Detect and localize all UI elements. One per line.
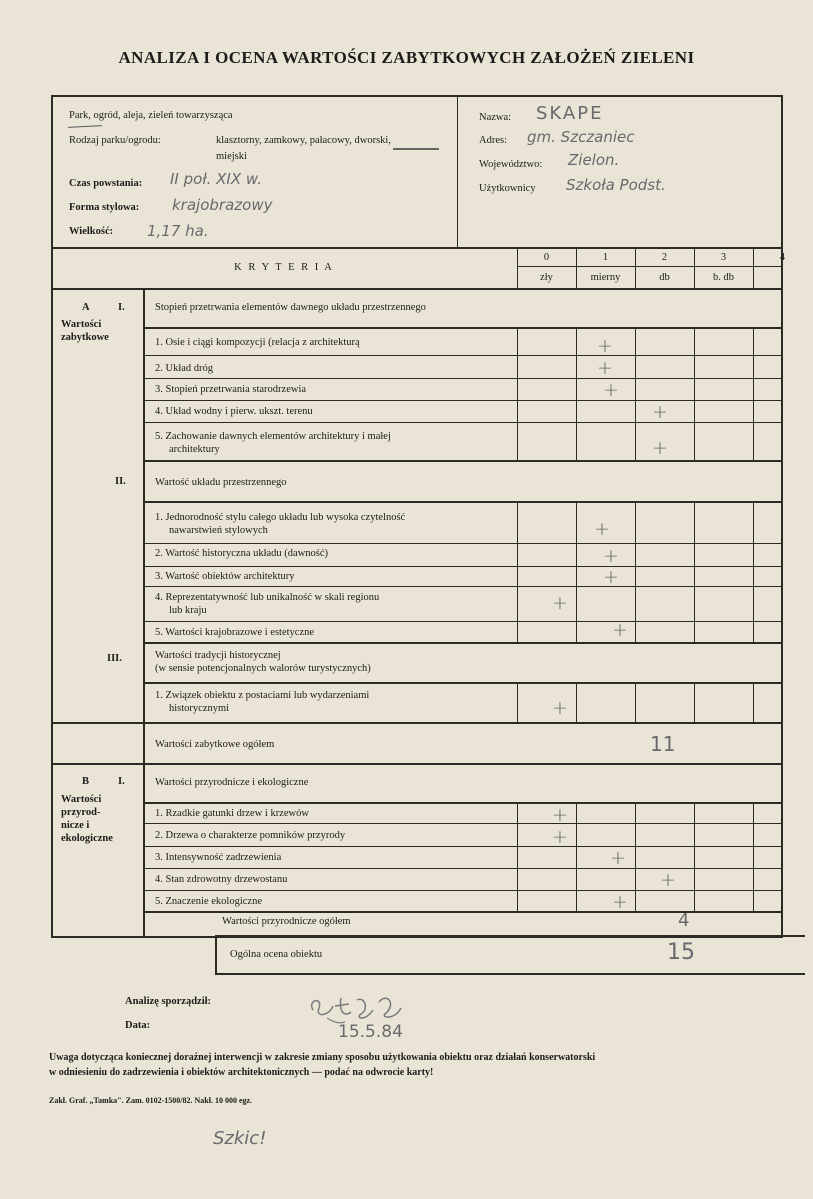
- uwaga-line-1: Uwaga dotycząca koniecznej doraźnej interwencji w zakresie zmiany sposobu użytkowania obiektu oraz działań konserwatorski: [49, 1052, 596, 1063]
- col-line: [694, 501, 695, 642]
- header-divider: [457, 97, 458, 248]
- col-line: [517, 802, 518, 911]
- section-b-name-2: przyrod-: [61, 807, 101, 818]
- data-label: Data:: [125, 1020, 151, 1031]
- a-total-label: Wartości zabytkowe ogółem: [155, 739, 275, 750]
- col-line: [576, 682, 577, 722]
- a1-row-1: 1. Osie i ciągi kompozycji (relacja z architekturą: [155, 337, 360, 348]
- mark-a2-2: +: [603, 545, 619, 567]
- score-0-num: 0: [543, 252, 550, 263]
- col-line: [635, 501, 636, 642]
- a2-row-3: 3. Wartość obiektów architektury: [155, 571, 295, 582]
- section-a-name-1: Wartości: [61, 319, 102, 330]
- a2-heading: Wartość układu przestrzennego: [155, 477, 287, 488]
- a3-heading-b: (w sensie potencjonalnych walorów turystycznych): [155, 663, 371, 674]
- a3-row-1b: historycznymi: [169, 703, 230, 714]
- row-line: [143, 642, 783, 644]
- mark-b1-1: +: [552, 804, 568, 826]
- col-line: [694, 802, 695, 911]
- uzytkownicy-label: Użytkownicy: [479, 183, 536, 194]
- section-column-divider: [143, 289, 145, 937]
- analize-label: Analizę sporządził:: [125, 996, 212, 1007]
- mark-a3-1: +: [552, 697, 568, 719]
- forma-value: krajobrazowy: [172, 196, 273, 214]
- score-3-label: b. db: [713, 272, 734, 283]
- row-line: [143, 543, 783, 544]
- b-total-label: Wartości przyrodnicze ogółem: [222, 916, 351, 927]
- row-line: [143, 378, 783, 379]
- row-line: [143, 868, 783, 869]
- section-b-letter: B: [82, 776, 90, 787]
- col-line: [635, 682, 636, 722]
- b1-row-2: 2. Drzewa o charakterze pomników przyrody: [155, 830, 346, 841]
- mark-b1-3: +: [610, 847, 626, 869]
- col-line: [635, 802, 636, 911]
- col-line: [576, 802, 577, 911]
- col-line: [517, 327, 518, 460]
- printer-info: Zakł. Graf. „Tamka". Zam. 0102-1500/82. Nakł. 10 000 egz.: [49, 1096, 253, 1105]
- kryteria-heading: K R Y T E R I A: [234, 262, 334, 273]
- b1-heading: Wartości przyrodnicze i ekologiczne: [155, 777, 309, 788]
- col-line: [517, 682, 518, 722]
- section-a-roman: I.: [118, 302, 125, 313]
- mark-b1-2: +: [552, 826, 568, 848]
- row-line: [143, 355, 783, 356]
- mark-a2-1: +: [594, 518, 610, 540]
- b1-row-3: 3. Intensywność zadrzewienia: [155, 852, 282, 863]
- row-line: [143, 586, 783, 587]
- col-line: [753, 501, 754, 642]
- a1-row-3: 3. Stopień przetrwania starodrzewia: [155, 384, 307, 395]
- adres-value: gm. Szczaniec: [527, 128, 635, 146]
- col-line: [753, 682, 754, 722]
- mark-a1-2: +: [597, 357, 613, 379]
- col-line: [753, 249, 754, 289]
- overall-value: 15: [667, 940, 695, 965]
- nazwa-value: SKAPE: [536, 103, 604, 124]
- row-line: [143, 890, 783, 891]
- col-line: [694, 327, 695, 460]
- score-header-bottom: [51, 288, 783, 290]
- b1-row-4: 4. Stan zdrowotny drzewostanu: [155, 874, 288, 885]
- rodzaj-options-2: miejski: [216, 151, 247, 162]
- score-1-label: mierny: [590, 272, 621, 283]
- mark-b1-4: +: [660, 869, 676, 891]
- wielkosc-label: Wielkość:: [69, 226, 114, 237]
- col-line: [576, 249, 577, 289]
- sketch-note: Szkic!: [213, 1128, 267, 1149]
- mark-a2-5: +: [612, 619, 628, 641]
- row-line: [143, 422, 783, 423]
- nazwa-label: Nazwa:: [479, 112, 512, 123]
- row-line: [143, 802, 783, 804]
- czas-value: II poł. XIX w.: [170, 170, 262, 188]
- a2-row-2: 2. Wartość historyczna układu (dawność): [155, 548, 329, 559]
- forma-label: Forma stylowa:: [69, 202, 140, 213]
- rodzaj-label: Rodzaj parku/ogrodu:: [69, 135, 161, 146]
- col-line: [576, 501, 577, 642]
- section-b-name-1: Wartości: [61, 794, 102, 805]
- a2-row-1a: 1. Jednorodność stylu całego układu lub wysoka czytelność: [155, 512, 406, 523]
- row-line: [143, 846, 783, 847]
- a3-heading-a: Wartości tradycji historycznej: [155, 650, 281, 661]
- section-b-roman: I.: [118, 776, 125, 787]
- row-line: [143, 400, 783, 401]
- section-a-name-2: zabytkowe: [61, 332, 109, 343]
- rodzaj-options: klasztorny, zamkowy, pałacowy, dworski,: [216, 135, 391, 146]
- czas-label: Czas powstania:: [69, 178, 143, 189]
- park-line: Park, ogród, aleja, zieleń towarzysząca: [69, 110, 233, 121]
- a2-row-1b: nawarstwień stylowych: [169, 525, 268, 536]
- col-line: [753, 327, 754, 460]
- overall-label: Ogólna ocena obiektu: [230, 949, 323, 960]
- wojewodztwo-label: Województwo:: [479, 159, 543, 170]
- row-line: [143, 327, 783, 329]
- a-total-value: 11: [650, 732, 676, 756]
- mark-a2-3: +: [603, 566, 619, 588]
- score-2-num: 2: [661, 252, 668, 263]
- section-a-iii: III.: [107, 653, 122, 664]
- row-line: [143, 501, 783, 503]
- section-a-bottom: [51, 763, 783, 765]
- col-line: [753, 802, 754, 911]
- data-value: 15.5.84: [338, 1022, 403, 1042]
- mark-b1-5: +: [612, 891, 628, 913]
- a1-row-5a: 5. Zachowanie dawnych elementów architektury i małej: [155, 431, 391, 442]
- dworski-underline: [393, 148, 439, 150]
- col-line: [635, 327, 636, 460]
- section-a-ii: II.: [115, 476, 126, 487]
- adres-label: Adres:: [479, 135, 507, 146]
- score-2-label: db: [659, 272, 670, 283]
- score-header-divider: [517, 266, 783, 267]
- wielkosc-value: 1,17 ha.: [147, 222, 209, 240]
- uzytkownicy-value: Szkoła Podst.: [566, 176, 666, 194]
- section-b-name-4: ekologiczne: [61, 833, 113, 844]
- score-1-num: 1: [602, 252, 609, 263]
- col-line: [517, 501, 518, 642]
- row-line: [143, 621, 783, 622]
- section-a-letter: A: [82, 302, 90, 313]
- a2-row-4b: lub kraju: [169, 605, 207, 616]
- col-line: [694, 682, 695, 722]
- row-line: [143, 566, 783, 567]
- score-0-label: zły: [540, 272, 553, 283]
- a1-row-5b: architektury: [169, 444, 220, 455]
- mark-a1-3: +: [603, 379, 619, 401]
- uwaga-line-2: w odniesieniu do zadrzewienia i obiektów architektonicznych — podać na odwrocie karty!: [49, 1067, 434, 1078]
- score-4-num: 4: [779, 252, 786, 263]
- score-3-num: 3: [720, 252, 727, 263]
- row-line: [143, 823, 783, 824]
- page-title: ANALIZA I OCENA WARTOŚCI ZABYTKOWYCH ZAŁOŻEŃ ZIELENI: [118, 48, 695, 67]
- mark-a1-5: +: [652, 437, 668, 459]
- a1-row-4: 4. Układ wodny i pierw. ukszt. terenu: [155, 406, 313, 417]
- row-line: [143, 460, 783, 462]
- col-line: [517, 249, 518, 289]
- row-line: [51, 722, 783, 724]
- row-line: [143, 682, 783, 684]
- b1-row-1: 1. Rzadkie gatunki drzew i krzewów: [155, 808, 309, 819]
- a2-row-4a: 4. Reprezentatywność lub unikalność w skali regionu: [155, 592, 380, 603]
- a3-row-1a: 1. Związek obiektu z postaciami lub wydarzeniami: [155, 690, 370, 701]
- a1-row-2: 2. Układ dróg: [155, 363, 214, 374]
- col-line: [635, 249, 636, 289]
- a1-heading: Stopień przetrwania elementów dawnego układu przestrzennego: [155, 302, 426, 313]
- mark-a1-4: +: [652, 401, 668, 423]
- a2-row-5: 5. Wartości krajobrazowe i estetyczne: [155, 627, 315, 638]
- header-bottom-line: [51, 247, 783, 249]
- mark-a2-4: +: [552, 592, 568, 614]
- section-b-name-3: nicze i: [61, 820, 90, 831]
- col-line: [694, 249, 695, 289]
- wojewodztwo-value: Zielon.: [568, 151, 620, 169]
- b-total-value: 4: [678, 910, 690, 931]
- mark-a1-1: +: [597, 335, 613, 357]
- b1-row-5: 5. Znaczenie ekologiczne: [155, 896, 262, 907]
- col-line: [576, 327, 577, 460]
